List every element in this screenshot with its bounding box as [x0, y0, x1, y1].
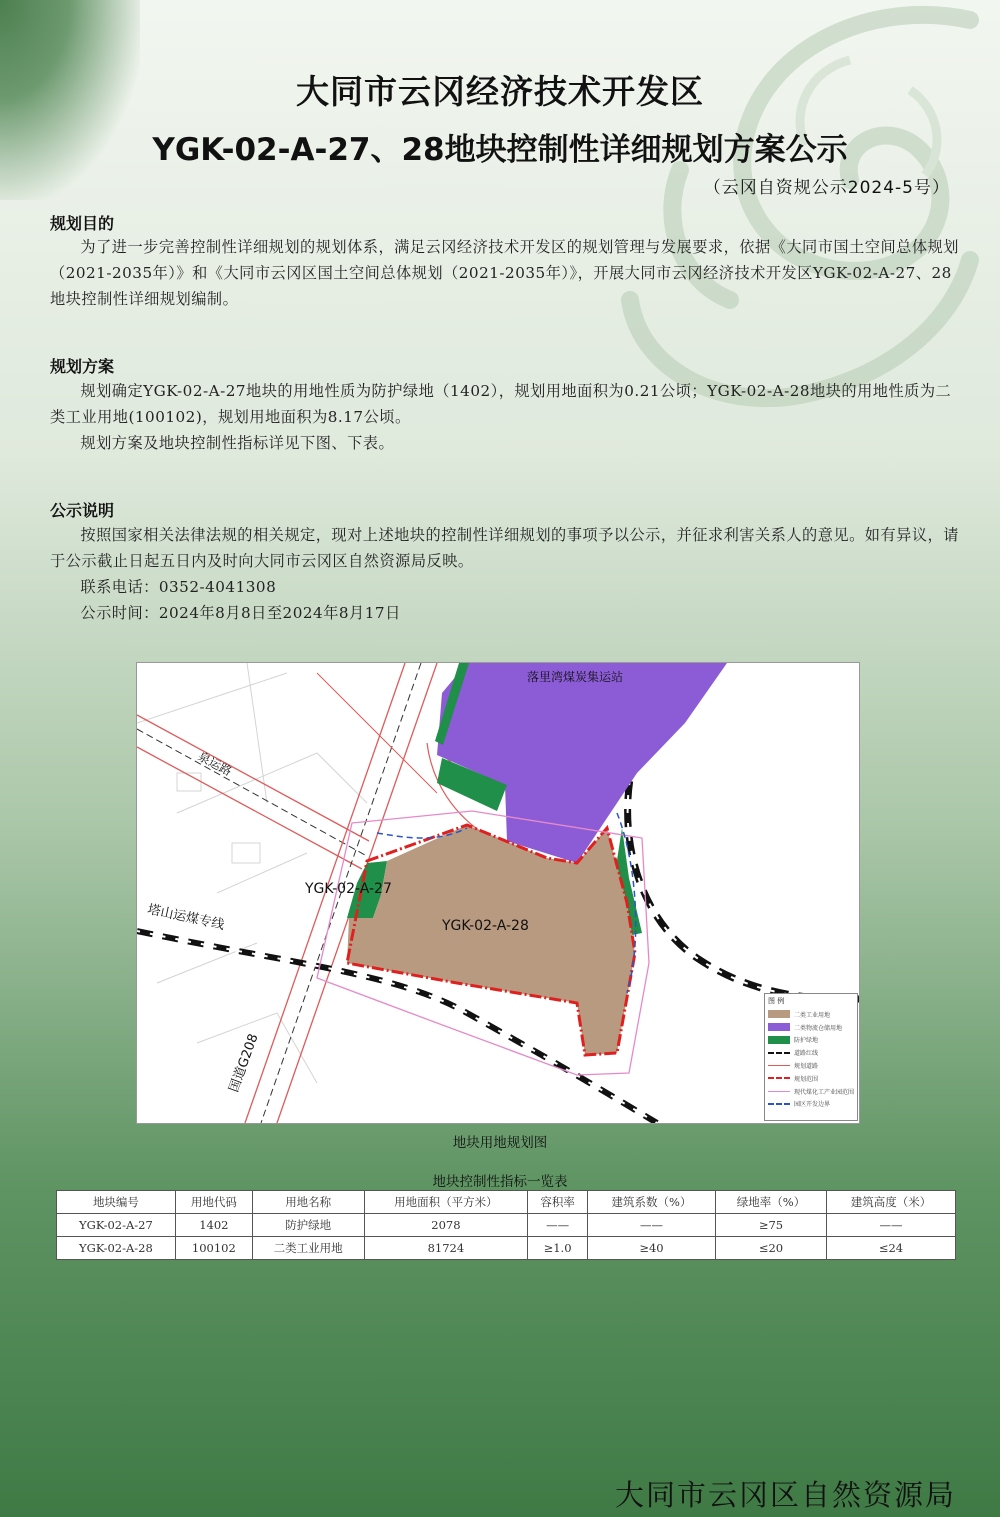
plan-paragraph — [50, 378, 966, 456]
section-heading-purpose: 规划目的 — [50, 214, 115, 233]
contact-phone: 联系电话：0352-4041308 — [80, 578, 277, 596]
table-cell: ≥1.0 — [528, 1237, 588, 1260]
indicator-table — [56, 1190, 956, 1260]
table-cell: —— — [587, 1214, 715, 1237]
table-header-row — [57, 1191, 956, 1214]
issuing-bureau: 大同市云冈区自然资源局 — [614, 1478, 956, 1512]
label-road-quanyun: 泉运路 — [195, 749, 234, 779]
table-cell: 81724 — [364, 1237, 528, 1260]
purpose-paragraph — [50, 234, 966, 312]
label-parcel-28: YGK-02-A-28 — [442, 918, 529, 934]
table-cell: YGK-02-A-27 — [57, 1214, 176, 1237]
section-heading-notice: 公示说明 — [50, 501, 115, 520]
notice-text: 按照国家相关法律法规的相关规定，现对上述地块的控制性详细规划的事项予以公示，并征求利害关系人的意见。如有异议，请于公示截止日起五日内及时向大同市云冈区自然资源局反映。 — [50, 526, 959, 570]
notice-period: 公示时间：2024年8月8日至2024年8月17日 — [80, 604, 401, 622]
table-cell: 二类工业用地 — [252, 1237, 364, 1260]
title-line-2: YGK-02-A-27、28地块控制性详细规划方案公示 — [152, 132, 848, 168]
column-header: 地块编号 — [57, 1191, 176, 1214]
table-cell: 防护绿地 — [252, 1214, 364, 1237]
doc-number: （云冈自资规公示2024-5号） — [703, 178, 950, 198]
legend-item: 二类物流仓储用地 — [765, 1021, 857, 1034]
notice-paragraph — [50, 522, 966, 626]
table-cell: ≤20 — [716, 1237, 827, 1260]
plan-text-1: 规划确定YGK-02-A-27地块的用地性质为防护绿地（1402），规划用地面积为0.21公顷；YGK-02-A-28地块的用地性质为二类工业用地(100102)，规划用地面积为8.17公顷。 — [50, 382, 952, 426]
cloud-pattern-emblem — [550, 0, 1000, 420]
section-heading-plan: 规划方案 — [50, 357, 115, 376]
column-header: 用地代码 — [175, 1191, 252, 1214]
label-national-road: 国道G208 — [226, 1032, 262, 1095]
table-row — [57, 1237, 956, 1260]
column-header: 容积率 — [528, 1191, 588, 1214]
legend-title: 图 例 — [768, 997, 785, 1005]
table-cell: ≤24 — [826, 1237, 955, 1260]
label-parcel-27: YGK-02-A-27 — [305, 881, 392, 897]
table-cell: ≥40 — [587, 1237, 715, 1260]
plan-text-2: 规划方案及地块控制性指标详见下图、下表。 — [80, 434, 395, 452]
title-line-1: 大同市云冈经济技术开发区 — [296, 72, 704, 111]
land-use-map — [136, 662, 860, 1124]
table-cell: YGK-02-A-28 — [57, 1237, 176, 1260]
legend-item: 园区开发边界 — [765, 1098, 857, 1111]
table-cell: 100102 — [175, 1237, 252, 1260]
table-cell: 2078 — [364, 1214, 528, 1237]
column-header: 建筑系数（%） — [587, 1191, 715, 1214]
column-header: 用地名称 — [252, 1191, 364, 1214]
legend-item: 道路红线 — [765, 1046, 857, 1059]
label-railway: 塔山运煤专线 — [146, 902, 226, 934]
table-cell: —— — [826, 1214, 955, 1237]
table-cell: 1402 — [175, 1214, 252, 1237]
column-header: 用地面积（平方米） — [364, 1191, 528, 1214]
map-drawing — [137, 663, 859, 1123]
legend-item: 防护绿地 — [765, 1034, 857, 1047]
column-header: 建筑高度（米） — [826, 1191, 955, 1214]
parcel-28-industrial — [347, 825, 635, 1055]
map-caption: 地块用地规划图 — [452, 1135, 548, 1151]
map-legend — [764, 993, 858, 1121]
label-station: 落里湾煤炭集运站 — [527, 670, 624, 684]
column-header: 绿地率（%） — [716, 1191, 827, 1214]
legend-item: 规划范围 — [765, 1072, 857, 1085]
table-cell: —— — [528, 1214, 588, 1237]
legend-item: 二类工业用地 — [765, 1008, 857, 1021]
legend-item: 现代煤化工产业园范围 — [765, 1085, 857, 1098]
legend-item: 规划道路 — [765, 1059, 857, 1072]
purpose-text: 为了进一步完善控制性详细规划的规划体系，满足云冈经济技术开发区的规划管理与发展要求，依据《大同市国土空间总体规划（2021-2035年）》和《大同市云冈区国土空间总体规划（2021-2035年）》，开展大同市云冈经济技术开发区YGK-02-A-27、28地块控制性详细规划编制。 — [50, 238, 959, 308]
table-cell: ≥75 — [716, 1214, 827, 1237]
table-caption: 地块控制性指标一览表 — [432, 1174, 568, 1190]
table-row — [57, 1214, 956, 1237]
